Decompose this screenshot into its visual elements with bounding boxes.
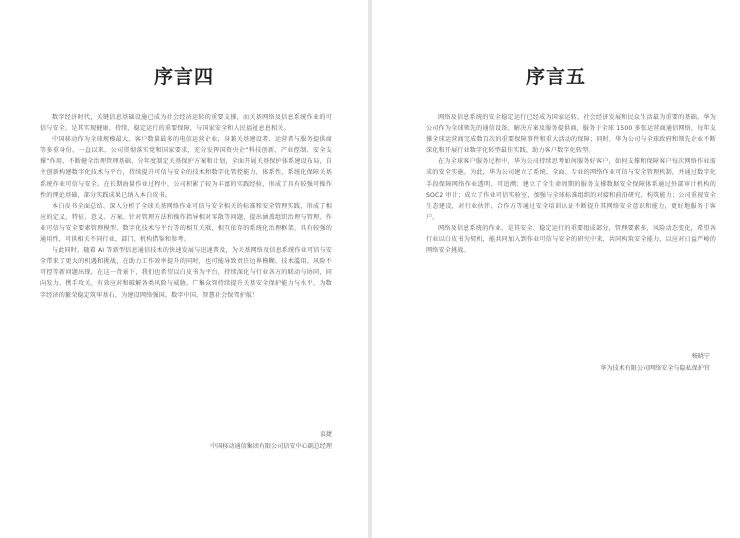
paragraph: 数字经济时代，关键信息基础设施已成为社会经济运转的重要支撑，而关基网络及信息系统作业的可信与安全，是其实现健康、持续、稳定运行的重要保障，与国家安全和人民福祉息息相关。	[40, 114, 332, 133]
signature-name: 袁捷	[319, 431, 332, 438]
signature-title: 华为技术有限公司网络安全与隐私保护官	[600, 365, 710, 372]
paragraph: 与此同时，随着 AI 等新型信息通信技术的快速发展与迅速普及，为关基网络及信息系统作业可信与安全带来了更大的机遇和挑战，在助力工作效率提升的同时，也可能导致责任边界模糊、技术滥用、风险不可控等新问题出现。在这一背景下，我们也希望以白皮书为平台，持续深化与行业各方的联动与协同，同向发力、携手攻关，有效应对和破解各类风险与威胁，广集众智持续提升关基安全保护能力与水平，为数字经济的繁荣稳定筑牢基石，为建设网络强国、数字中国、智慧社会保驾护航！	[40, 247, 332, 299]
paragraph: 网络及信息系统的安全稳定运行已经成为国家运转、社会经济发展和民众生活最为重要的基础。华为公司作为全球领先的通信设备、解决方案及服务提供商，服务于全球 1500 多张运营商通信网络，每年支撑全球运营商完成数百次的重要保障事件和重大活动的保障；同时，华为公司与全球政府和领先企业不断深化和开展行业数字化转型最佳实践，助力客户数字化转型。	[426, 114, 716, 155]
preface-body	[40, 112, 332, 301]
right-page	[372, 0, 740, 538]
signature-name: 杨晓宁	[691, 353, 710, 360]
signature-block	[600, 351, 710, 375]
paragraph: 本白皮书全面总结、深入分析了全球关基网络作业可信与安全相关的标准和安全管理实践，形成了相应的定义、特征、意义、方案。针对管理方法和操作指导相对零散等问题，提出涵盖组织治理与管理、作业可信与安全要素管理模型、数字化技术与平台等的相互关联、相互依存的系统化治理框架，具有较强的通用性，可供相关不同行业、部门、机构借鉴和参考。	[40, 202, 332, 244]
page-title: 序言五	[525, 66, 586, 88]
paragraph: 中国移动作为全球规模最大、客户数量最多的电信运营企业，身兼关基建设者、运营者与服务提供商等多重身份。一直以来，公司贯彻落实党和国家要求，充分发挥国资央企“科技创新、产业控制、安全支撑”作用，不断健全治理管理基础，分年度制定关基保护方案和计划，全面开展关基保护体系建设布局，自主创新构建数字化技术与平台，持续提升可信与安全的技术和数字化管控能力，体系性、系统化保障关基系统作业可信与安全。在长期海量作业过程中，公司积累了较为丰富的实践经验，形成了具有较强可操作性的理论基础，部分实践成果已纳入本白皮书。	[40, 136, 332, 199]
left-page	[0, 0, 368, 538]
page-title: 序言四	[153, 66, 214, 88]
paragraph: 网络及信息系统的作业，是其安全、稳定运行的重要组成部分，管理要素多，风险动态变化，希望各行业以白皮书为契机，能共同加入到作业可信与安全的研究中来，共同构筑安全能力，以应对日益严峻的网络安全挑战。	[426, 224, 716, 255]
signature-block	[210, 429, 332, 453]
paragraph: 在为全球客户服务过程中，华为公司持续思考如何服务好客户，如何支撑和保障客户每次网络作业需求的安全实施。为此，华为公司建立了系统、全面、专业的网络作业可信与安全管理机制，并通过数字化手段保障网络作业透明、可追溯；建立了全生命周期的服务支撑数据安全保障体系通过外部审计机构的 SOC2 审计；成立了作业可信实验室，加强与全球标准组织的对接和前沿研究，构筑能力；公司重视安全生态建设，对行业伙伴、合作方等通过安全培训认证不断提升其网络安全意识和能力，更好地服务于客户。	[426, 158, 716, 221]
signature-title: 中国移动通信集团有限公司信安中心副总经理	[210, 443, 332, 450]
preface-body	[426, 112, 716, 256]
